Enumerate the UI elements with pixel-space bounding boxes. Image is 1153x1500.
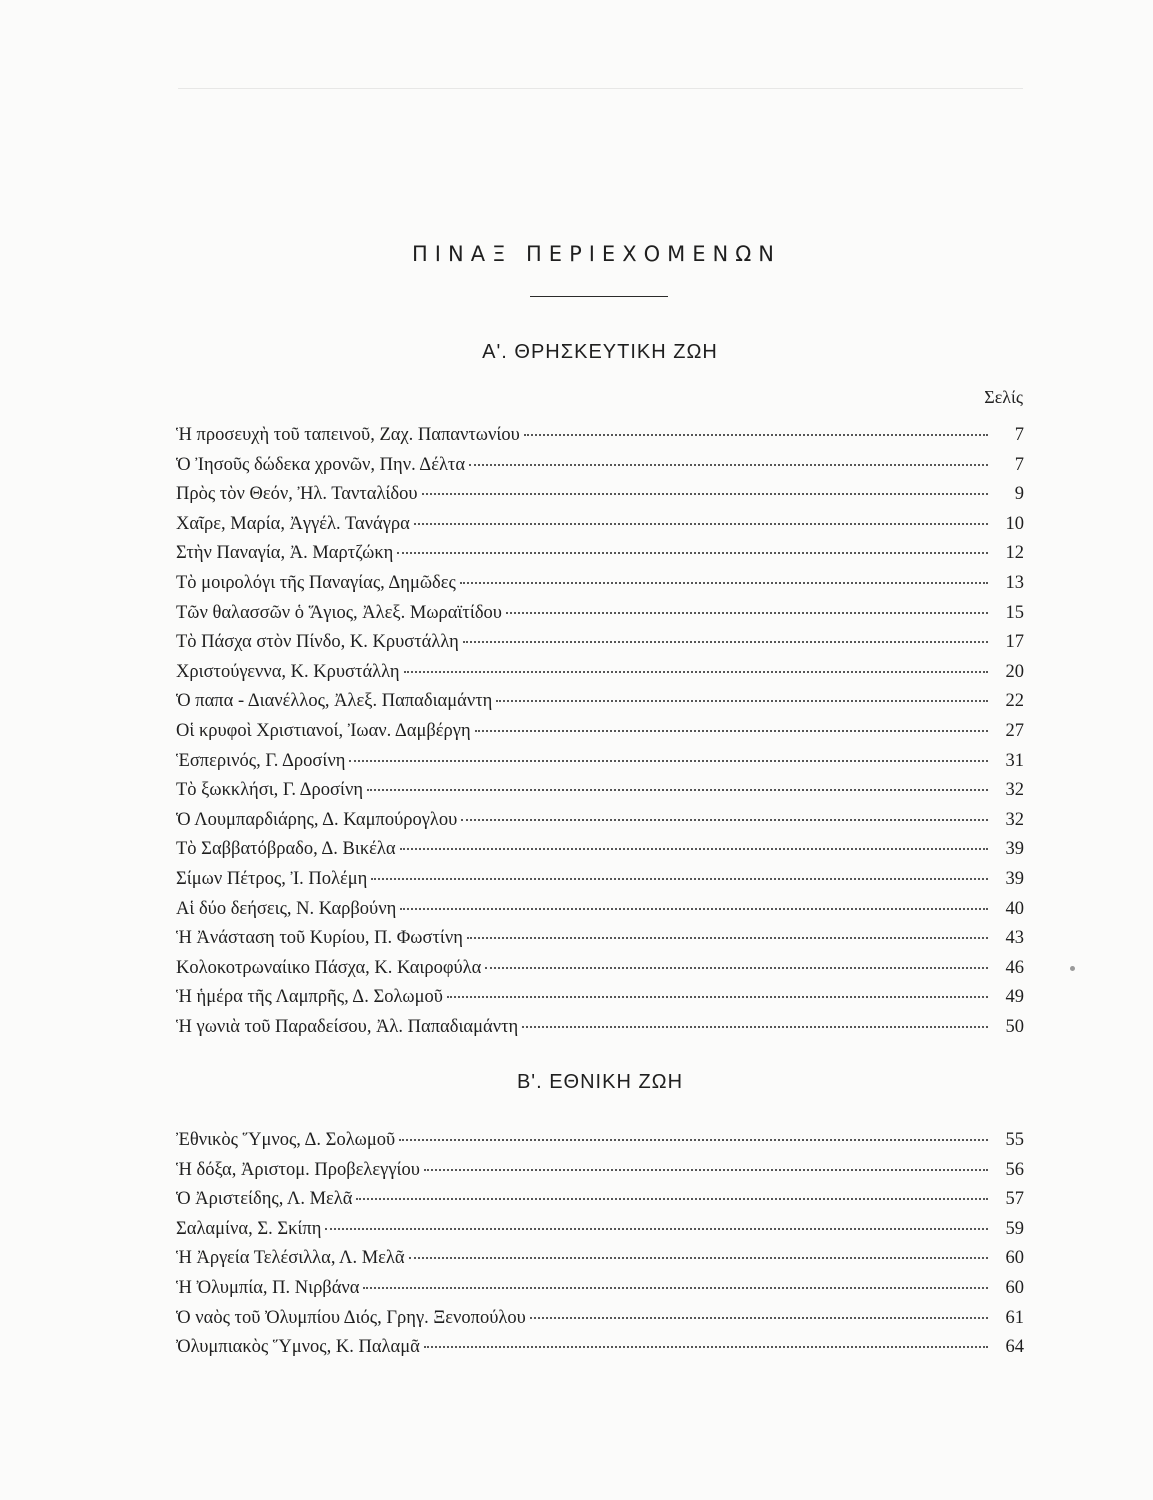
toc-entry-title: Ὁ ναὸς τοῦ Ὀλυμπίου Διός, Γρηγ. Ξενοπούλου: [176, 1307, 526, 1328]
dot-leader: [409, 1257, 988, 1259]
toc-entry-title: Ὁ Ἀριστείδης, Λ. Μελᾶ: [176, 1189, 353, 1210]
toc-entry-title: Ἡ Ὀλυμπία, Π. Νιρβάνα: [176, 1277, 360, 1298]
toc-entry-page: 32: [1005, 809, 1024, 830]
toc-entry: [176, 599, 1024, 629]
toc-entry-page: 59: [1005, 1218, 1024, 1239]
toc-list-national-life: [176, 1126, 1024, 1363]
toc-entry: [176, 539, 1024, 569]
toc-entry-title: Τῶν θαλασσῶν ὁ Ἅγιος, Ἀλεξ. Μωραϊτίδου: [176, 602, 502, 623]
toc-entry-page: 15: [1005, 602, 1024, 623]
dot-leader: [325, 1228, 988, 1230]
dot-leader: [496, 700, 988, 702]
toc-entry: [176, 776, 1024, 806]
dot-leader: [447, 996, 988, 998]
dot-leader: [397, 552, 988, 554]
dot-leader: [371, 878, 988, 880]
toc-entry-title: Ἑσπερινός, Γ. Δροσίνη: [176, 750, 346, 771]
dot-leader: [399, 1139, 988, 1141]
toc-entry: [176, 687, 1024, 717]
dot-leader: [400, 908, 988, 910]
dot-leader: [530, 1317, 988, 1319]
toc-entry-title: Τὸ ξωκκλήσι, Γ. Δροσίνη: [176, 780, 363, 801]
toc-entry: [176, 421, 1024, 451]
toc-entry-page: 10: [1005, 513, 1024, 534]
toc-entry: [176, 924, 1024, 954]
toc-entry: [176, 1156, 1024, 1186]
toc-entry: [176, 747, 1024, 777]
toc-entry-page: 9: [1014, 484, 1024, 505]
toc-entry-title: Ὁ Λουμπαρδιάρης, Δ. Καμπούρογλου: [176, 809, 458, 830]
section-heading-religious-life: Α'. ΘΡΗΣΚΕΥΤΙΚΗ ΖΩΗ: [482, 341, 718, 363]
toc-entry: [176, 658, 1024, 688]
dot-leader: [485, 967, 988, 969]
dot-leader: [400, 848, 988, 850]
toc-entry-title: Σαλαμίνα, Σ. Σκίπη: [176, 1218, 322, 1239]
toc-entry-page: 55: [1005, 1130, 1024, 1150]
toc-entry-title: Ὁ Ἰησοῦς δώδεκα χρονῶν, Πην. Δέλτα: [176, 454, 466, 475]
toc-entry-page: 13: [1005, 572, 1024, 593]
toc-entry-page: 40: [1005, 898, 1024, 919]
dot-leader: [467, 937, 988, 939]
dot-leader: [469, 464, 988, 466]
toc-entry-title: Πρὸς τὸν Θεόν, Ἠλ. Τανταλίδου: [176, 484, 418, 505]
dot-leader: [349, 760, 988, 762]
toc-entry: [176, 569, 1024, 599]
toc-entry: [176, 628, 1024, 658]
dot-leader: [422, 493, 988, 495]
toc-entry-page: 64: [1005, 1337, 1024, 1358]
toc-entry: [176, 835, 1024, 865]
toc-entry-title: Ἡ δόξα, Ἀριστομ. Προβελεγγίου: [176, 1159, 420, 1180]
toc-entry-title: Αἱ δύο δεήσεις, Ν. Καρβούνη: [176, 898, 397, 919]
bleed-through-rule: [178, 88, 1023, 89]
toc-entry: [176, 1274, 1024, 1304]
toc-entry-page: 12: [1005, 543, 1024, 564]
toc-entry-title: Ὁ παπα - Διανέλλος, Ἀλεξ. Παπαδιαμάντη: [176, 691, 493, 712]
toc-entry-title: Χριστούγεννα, Κ. Κρυστάλλη: [176, 661, 400, 682]
toc-entry: [176, 895, 1024, 925]
toc-entry-page: 32: [1005, 780, 1024, 801]
toc-entry-title: Οἱ κρυφοὶ Χριστιανοί, Ἰωαν. Δαμβέργη: [176, 720, 471, 741]
stray-ink-dot: [1070, 966, 1075, 971]
toc-entry-title: Ἡ γωνιὰ τοῦ Παραδείσου, Ἀλ. Παπαδιαμάντη: [176, 1016, 519, 1037]
toc-entry-title: Ὀλυμπιακὸς Ὕμνος, Κ. Παλαμᾶ: [176, 1337, 420, 1358]
dot-leader: [414, 523, 988, 525]
toc-entry-title: Κολοκοτρωναίικο Πάσχα, Κ. Καιροφύλα: [176, 957, 482, 978]
toc-entry: [176, 1126, 1024, 1156]
toc-entry: [176, 480, 1024, 510]
page-column-label: Σελίς: [984, 387, 1023, 407]
toc-entry: [176, 717, 1024, 747]
dot-leader: [461, 819, 988, 821]
page-title: ΠΙΝΑΞ ΠΕΡΙΕΧΟΜΕΝΩΝ: [412, 242, 781, 266]
toc-entry-page: 31: [1005, 750, 1024, 771]
toc-entry-title: Τὸ μοιρολόγι τῆς Παναγίας, Δημῶδες: [176, 572, 456, 593]
dot-leader: [460, 582, 988, 584]
toc-entry-title: Ἡ ἡμέρα τῆς Λαμπρῆς, Δ. Σολωμοῦ: [176, 987, 443, 1008]
toc-entry-page: 39: [1005, 839, 1024, 860]
toc-entry-page: 20: [1005, 661, 1024, 682]
toc-entry-title: Ἡ προσευχὴ τοῦ ταπεινοῦ, Ζαχ. Παπαντωνίου: [176, 425, 520, 445]
toc-entry-title: Ἡ Ἀργεία Τελέσιλλα, Λ. Μελᾶ: [176, 1248, 405, 1269]
toc-entry: [176, 865, 1024, 895]
toc-entry-page: 56: [1005, 1159, 1024, 1180]
toc-entry-page: 7: [1014, 425, 1024, 445]
toc-entry: [176, 806, 1024, 836]
toc-entry: [176, 983, 1024, 1013]
dot-leader: [424, 1169, 988, 1171]
toc-entry-title: Ἡ Ἀνάσταση τοῦ Κυρίου, Π. Φωστίνη: [176, 928, 463, 949]
toc-entry-title: Στὴν Παναγία, Ἀ. Μαρτζώκη: [176, 543, 394, 564]
toc-entry-page: 17: [1005, 632, 1024, 653]
toc-entry-page: 7: [1014, 454, 1024, 475]
toc-entry: [176, 1304, 1024, 1334]
toc-entry: [176, 1013, 1024, 1043]
toc-entry-page: 46: [1005, 957, 1024, 978]
toc-entry: [176, 510, 1024, 540]
toc-entry-page: 49: [1005, 987, 1024, 1008]
toc-entry-title: Τὸ Πάσχα στὸν Πίνδο, Κ. Κρυστάλλη: [176, 632, 459, 653]
toc-entry-page: 60: [1005, 1248, 1024, 1269]
toc-entry-page: 43: [1005, 928, 1024, 949]
toc-entry-title: Ἐθνικὸς Ὕμνος, Δ. Σολωμοῦ: [176, 1130, 396, 1150]
toc-entry-title: Σίμων Πέτρος, Ἰ. Πολέμη: [176, 868, 368, 889]
dot-leader: [463, 641, 988, 643]
dot-leader: [363, 1287, 988, 1289]
toc-entry-page: 61: [1005, 1307, 1024, 1328]
dot-leader: [475, 730, 988, 732]
toc-entry-page: 39: [1005, 868, 1024, 889]
dot-leader: [522, 1026, 988, 1028]
toc-entry-page: 57: [1005, 1189, 1024, 1210]
toc-entry: [176, 1215, 1024, 1245]
toc-list-religious-life: [176, 421, 1024, 1042]
section-heading-national-life: Β'. ΕΘΝΙΚΗ ΖΩΗ: [516, 1071, 684, 1093]
toc-entry: [176, 1244, 1024, 1274]
toc-entry-page: 50: [1005, 1016, 1024, 1037]
toc-entry-page: 27: [1005, 720, 1024, 741]
dot-leader: [424, 1346, 988, 1348]
toc-entry-title: Τὸ Σαββατόβραδο, Δ. Βικέλα: [176, 839, 396, 860]
dot-leader: [356, 1198, 988, 1200]
dot-leader: [506, 612, 988, 614]
toc-entry: [176, 954, 1024, 984]
dot-leader: [367, 789, 988, 791]
toc-entry: [176, 451, 1024, 481]
dot-leader: [404, 671, 988, 673]
toc-entry: [176, 1333, 1024, 1363]
toc-entry-page: 60: [1005, 1277, 1024, 1298]
title-underline: [530, 296, 668, 297]
toc-entry-title: Χαῖρε, Μαρία, Ἀγγέλ. Τανάγρα: [176, 513, 410, 534]
toc-entry: [176, 1185, 1024, 1215]
dot-leader: [524, 434, 988, 436]
toc-entry-page: 22: [1005, 691, 1024, 712]
